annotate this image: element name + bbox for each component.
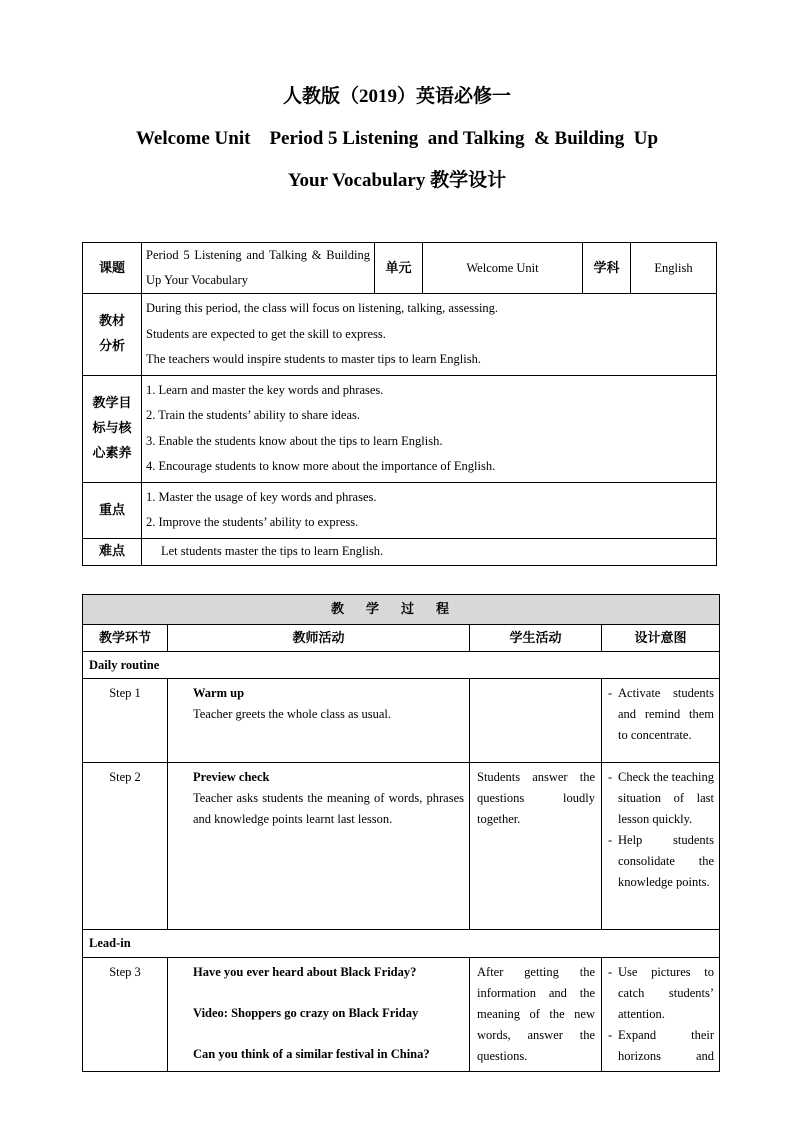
- student-activity: [470, 679, 602, 763]
- difficulty-value: Let students master the tips to learn English.: [142, 538, 717, 565]
- purpose-item: - Use pictures to catch students’ attention.: [608, 965, 715, 1021]
- teacher-activity: [168, 763, 470, 930]
- analysis-content: [142, 294, 717, 376]
- section-daily-routine: Daily routine: [83, 652, 720, 679]
- col-stage-header: 教学环节: [83, 625, 168, 652]
- purpose-item: - Check the teaching situation of last lesson quickly.: [608, 770, 715, 826]
- goal-line: 2. Train the students’ ability to share ideas.: [146, 408, 360, 422]
- activity-video: Video: Shoppers go crazy on Black Friday: [193, 1006, 419, 1020]
- analysis-line: During this period, the class will focus on listening, talking, assessing.: [146, 301, 499, 315]
- student-activity: Students answer the questions loudly together.: [470, 763, 602, 930]
- design-purpose: [602, 763, 720, 930]
- doc-title-line-3: Your Vocabulary 教学设计: [287, 170, 507, 191]
- goal-line: 3. Enable the students know about the tips to learn English.: [146, 433, 443, 448]
- doc-title-line-2: Welcome Unit Period 5 Listening and Talking & Building Up: [135, 128, 659, 149]
- activity-desc: Teacher asks students the meaning of words, phrases and knowledge points learnt last lesson.: [193, 791, 464, 826]
- activity-title: Warm up: [193, 686, 245, 700]
- goals-content: [142, 375, 717, 482]
- activity-question: Have you ever heard about Black Friday?: [193, 965, 417, 979]
- col-teacher-header: 教师活动: [168, 625, 470, 652]
- analysis-line: The teachers would inspire students to master tips to learn English.: [146, 352, 481, 366]
- unit-label: 单元: [375, 243, 423, 294]
- col-student-header: 学生活动: [470, 625, 602, 652]
- design-purpose: [602, 679, 720, 763]
- topic-value: Period 5 Listening and Talking & Building Up Your Vocabulary: [142, 243, 375, 294]
- step-label: Step 1: [83, 679, 168, 763]
- difficulty-label: 难点: [83, 538, 142, 565]
- goal-line: 1. Learn and master the key words and phrases.: [146, 382, 384, 397]
- activity-desc: Teacher greets the whole class as usual.: [193, 707, 392, 721]
- topic-label: 课题: [83, 243, 142, 294]
- step-label: Step 3: [83, 958, 168, 1072]
- purpose-item: - Help students consolidate the knowledge points.: [608, 833, 715, 889]
- subject-value: English: [631, 243, 717, 294]
- subject-label: 学科: [583, 243, 631, 294]
- analysis-label: 教材分析: [83, 294, 142, 376]
- student-activity: After getting the information and the meaning of the new words, answer the questions.: [470, 958, 602, 1072]
- teacher-activity: [168, 679, 470, 763]
- goal-line: 4. Encourage students to know more about the importance of English.: [146, 459, 496, 473]
- activity-title: Preview check: [193, 770, 270, 784]
- col-purpose-header: 设计意图: [602, 625, 720, 652]
- analysis-line: Students are expected to get the skill to express.: [146, 326, 386, 341]
- purpose-item: - Activate students and remind them to concentrate.: [608, 686, 715, 742]
- design-purpose: [602, 958, 720, 1072]
- teacher-activity: [168, 958, 470, 1072]
- key-point-line: 2. Improve the students’ ability to express.: [146, 515, 359, 529]
- teaching-process-table: [82, 594, 720, 1072]
- key-point-line: 1. Master the usage of key words and phrases.: [146, 489, 377, 504]
- process-header: 教学过程: [83, 595, 720, 625]
- step-label: Step 2: [83, 763, 168, 930]
- unit-value: Welcome Unit: [423, 243, 583, 294]
- goals-label: 教学目标与核心素养: [83, 375, 142, 482]
- section-lead-in: Lead-in: [83, 930, 720, 958]
- activity-question: Can you think of a similar festival in China?: [193, 1047, 430, 1061]
- purpose-item: - Expand their horizons and: [608, 1028, 715, 1063]
- doc-title-line-1: 人教版（2019）英语必修一: [282, 86, 511, 107]
- key-points-content: [142, 482, 717, 538]
- key-points-label: 重点: [83, 482, 142, 538]
- lesson-info-table: [82, 242, 717, 566]
